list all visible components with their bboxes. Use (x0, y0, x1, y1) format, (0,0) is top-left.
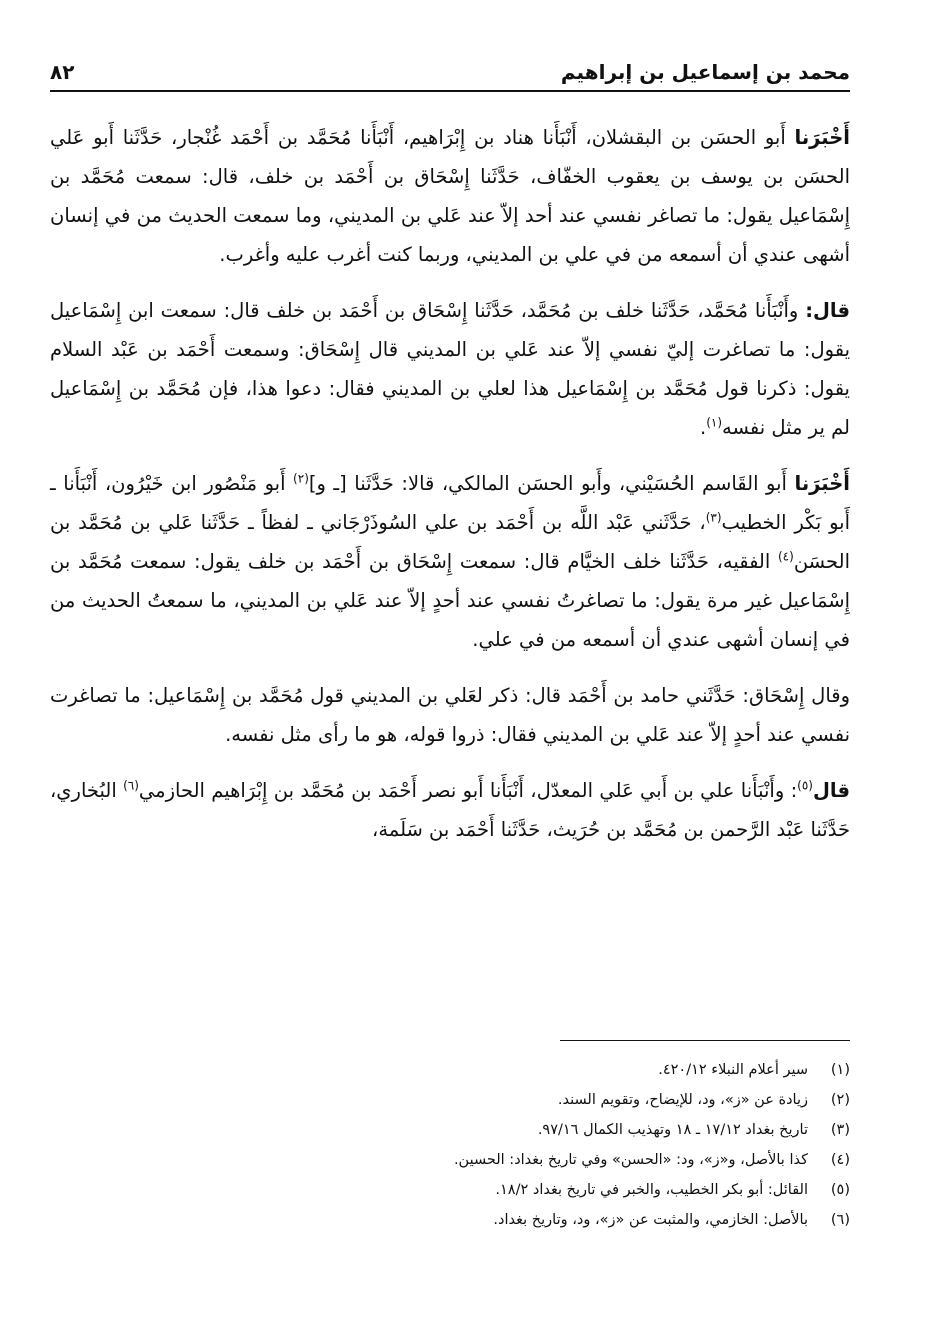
footnote-text: كذا بالأصل، و«ز»، ود: «الحسن» وفي تاريخ بغداد: الحسين. (453, 1152, 808, 1168)
footnote-number: (٦) (830, 1212, 850, 1228)
footnote (50, 1055, 850, 1085)
paragraph-lead: أَخْبَرَنا (794, 126, 850, 149)
footnote-number: (١) (830, 1062, 850, 1078)
running-header (50, 52, 850, 92)
footnote (50, 1175, 850, 1205)
paragraph-lead: قال (812, 779, 850, 802)
paragraph-text: أَبو القَاسم الحُسَيْني، وأَبو الحسَن المالكي، قالا: حَدَّثَنا [ـ و] (308, 472, 795, 495)
footnote-marker: (٣) (705, 510, 722, 525)
paragraph-lead: أَخْبَرَنا (794, 472, 850, 495)
footnote-marker: (٤) (777, 549, 794, 564)
footnote-marker: (٦) (123, 778, 139, 793)
paragraph-text: . (700, 416, 707, 439)
paragraph-lead: قال: (805, 299, 850, 322)
footnote-text: زيادة عن «ز»، ود، للإيضاح، وتقويم السند. (557, 1092, 808, 1108)
page-number: ٨٢ (50, 60, 75, 84)
paragraph-text: أَبو مَنْصُور ابن خَيْرُون، أَنْبَأَنا ـ أَبو بَكْر الخطيب (50, 472, 850, 534)
paragraph-text: وأَنْبَأَنا مُحَمَّد، حَدَّثَنا خلف بن مُحَمَّد، حَدَّثَنا إِسْحَاق بن أَحْمَد بن خلف قال: سمعت ابن إِسْمَاعيل يقول: ما تصاغرت إليّ نفسي إلاّ عند عَلي بن المديني قال إِسْحَاق: وسمعت أَحْمَد بن عَبْد السلام يقول: ذكرنا قول مُحَمَّد بن إِسْمَاعيل هذا لعلي بن المديني فقال: دعوا هذا، فإن مُحَمَّد بن إِسْمَاعيل لم ير مثل نفسه (50, 299, 850, 439)
footnote-text: بالأصل: الخازمي، والمثبت عن «ز»، ود، وتاريخ بغداد. (493, 1212, 808, 1228)
main-text (50, 118, 850, 866)
footnote-divider (560, 1040, 850, 1041)
paragraph-text: : وأَنْبَأَنا علي بن أَبي عَلي المعدّل، أَنْبَأَنا أَبو نصر أَحْمَد بن مُحَمَّد بن إِبْرَاهيم الحازمي (138, 779, 798, 802)
paragraph (50, 291, 850, 447)
footnote-marker: (٥) (797, 778, 813, 793)
footnote (50, 1145, 850, 1175)
footnote-text: القائل: أبو بكر الخطيب، والخبر في تاريخ بغداد ١٨/٢. (495, 1182, 808, 1198)
footnote (50, 1205, 850, 1235)
footnote-number: (٢) (830, 1092, 850, 1108)
footnote-number: (٣) (830, 1122, 850, 1138)
paragraph-text: البُخاري، حَدَّثَنا عَبْد الرَّحمن بن مُحَمَّد بن حُرَيث، حَدَّثَنا أَحْمَد بن سَلَمة، (50, 779, 850, 841)
paragraph (50, 118, 850, 274)
paragraph-text: الفقيه، حَدَّثَنا خلف الخيَّام قال: سمعت إِسْحَاق بن أَحْمَد بن خلف يقول: سمعت مُحَمَّد بن إِسْمَاعيل غير مرة يقول: ما تصاغرتُ نفسي عند أحدٍ إلاّ عند عَلي بن المديني، ما سمعتُ الحديث من في إنسان أشهى عندي أن أسمعه من في علي. (50, 550, 850, 651)
running-title: محمد بن إسماعيل بن إبراهيم (560, 60, 850, 84)
footnote (50, 1115, 850, 1145)
footnote-number: (٤) (830, 1152, 850, 1168)
paragraph (50, 771, 850, 849)
paragraph (50, 464, 850, 659)
paragraph (50, 676, 850, 754)
footnote-marker: (٢) (293, 471, 309, 486)
footnote-number: (٥) (830, 1182, 850, 1198)
footnote-marker: (١) (706, 415, 723, 430)
footnotes (50, 1055, 850, 1235)
paragraph-text: أَبو الحسَن بن البقشلان، أَنْبَأَنا هناد بن إِبْرَاهيم، أَنْبَأَنا مُحَمَّد بن أَحْمَد غُنْجار، حَدَّثَنا أَبو عَلي الحسَن بن يوسف بن يعقوب الخفّاف، حَدَّثَنا إِسْحَاق بن أَحْمَد بن خلف، قال: سمعت مُحَمَّد بن إِسْمَاعيل يقول: ما تصاغر نفسي عند أحد إلاّ عند عَلي بن المديني، وما سمعت الحديث من في إنسان أشهى عندي أن أسمعه من في علي بن المديني، وربما كنت أغرب عليه وأغرب. (50, 126, 850, 266)
footnote-text: سير أعلام النبلاء ٤٢٠/١٢. (658, 1062, 808, 1078)
footnote (50, 1085, 850, 1115)
paragraph-text: وقال إِسْحَاق: حَدَّثَني حامد بن أَحْمَد قال: ذكر لعَلي بن المديني قول مُحَمَّد بن إِسْمَاعيل: ما تصاغرت نفسي عند أحدٍ إلاّ عند عَلي بن المديني فقال: ذروا قوله، هو ما رأى مثل نفسه. (50, 684, 850, 746)
paragraph-text: ، حَدَّثَني عَبْد اللَّه بن أَحْمَد بن علي السُوذَرْجَاني ـ لفظاً ـ حَدَّثَنا عَلي بن مُحَمَّد بن الحسَن (50, 511, 850, 573)
footnote-text: تاريخ بغداد ١٧/١٢ ـ ١٨ وتهذيب الكمال ٩٧/١٦. (537, 1122, 808, 1138)
